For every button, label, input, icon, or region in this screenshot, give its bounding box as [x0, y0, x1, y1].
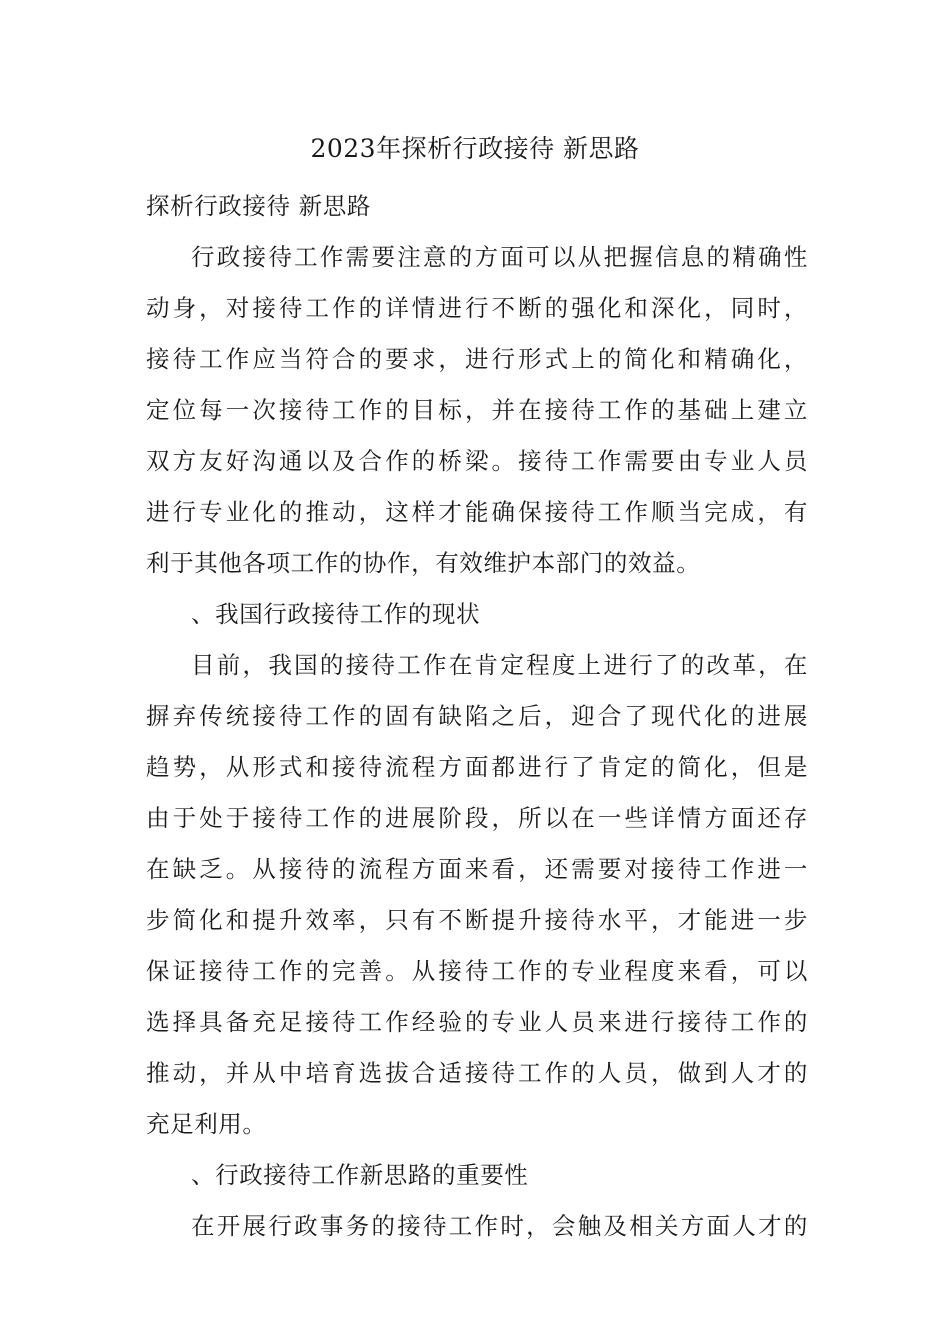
paragraph-line: 进行专业化的推动，这样才能确保接待工作顺当完成，有 — [146, 498, 808, 526]
paragraph-line: 在缺乏。从接待的流程方面来看，还需要对接待工作进一 — [146, 855, 808, 883]
paragraph-line: 定位每一次接待工作的目标，并在接待工作的基础上建立 — [146, 396, 808, 424]
document-body — [146, 181, 808, 1252]
paragraph-line: 摒弃传统接待工作的固有缺陷之后，迎合了现代化的进展 — [146, 702, 808, 730]
section-heading: 、行政接待工作新思路的重要性 — [191, 1161, 529, 1189]
paragraph-line: 步简化和提升效率，只有不断提升接待水平，才能进一步 — [146, 906, 808, 934]
document-title: 2023年探析行政接待 新思路 — [310, 134, 640, 163]
paragraph-line: 动身，对接待工作的详情进行不断的强化和深化，同时， — [146, 294, 808, 322]
paragraph-line: 充足利用。 — [146, 1110, 267, 1138]
paragraph-line: 保证接待工作的完善。从接待工作的专业程度来看，可以 — [146, 957, 808, 985]
paragraph-line: 选择具备充足接待工作经验的专业人员来进行接待工作的 — [146, 1008, 808, 1036]
paragraph-line: 接待工作应当符合的要求，进行形式上的简化和精确化， — [146, 345, 808, 373]
paragraph-line: 目前，我国的接待工作在肯定程度上进行了的改革，在 — [191, 651, 808, 679]
document-subtitle: 探析行政接待 新思路 — [146, 192, 371, 220]
paragraph-line: 推动，并从中培育选拔合适接待工作的人员，做到人才的 — [146, 1059, 808, 1087]
section-heading: 、我国行政接待工作的现状 — [191, 600, 481, 628]
paragraph-line: 由于处于接待工作的进展阶段，所以在一些详情方面还存 — [146, 804, 808, 832]
paragraph-line: 趋势，从形式和接待流程方面都进行了肯定的简化，但是 — [146, 753, 808, 781]
paragraph-line: 行政接待工作需要注意的方面可以从把握信息的精确性 — [191, 243, 808, 271]
paragraph-line: 双方友好沟通以及合作的桥梁。接待工作需要由专业人员 — [146, 447, 808, 475]
paragraph-line: 利于其他各项工作的协作，有效维护本部门的效益。 — [146, 549, 701, 577]
paragraph-line: 在开展行政事务的接待工作时，会触及相关方面人才的 — [191, 1212, 808, 1240]
